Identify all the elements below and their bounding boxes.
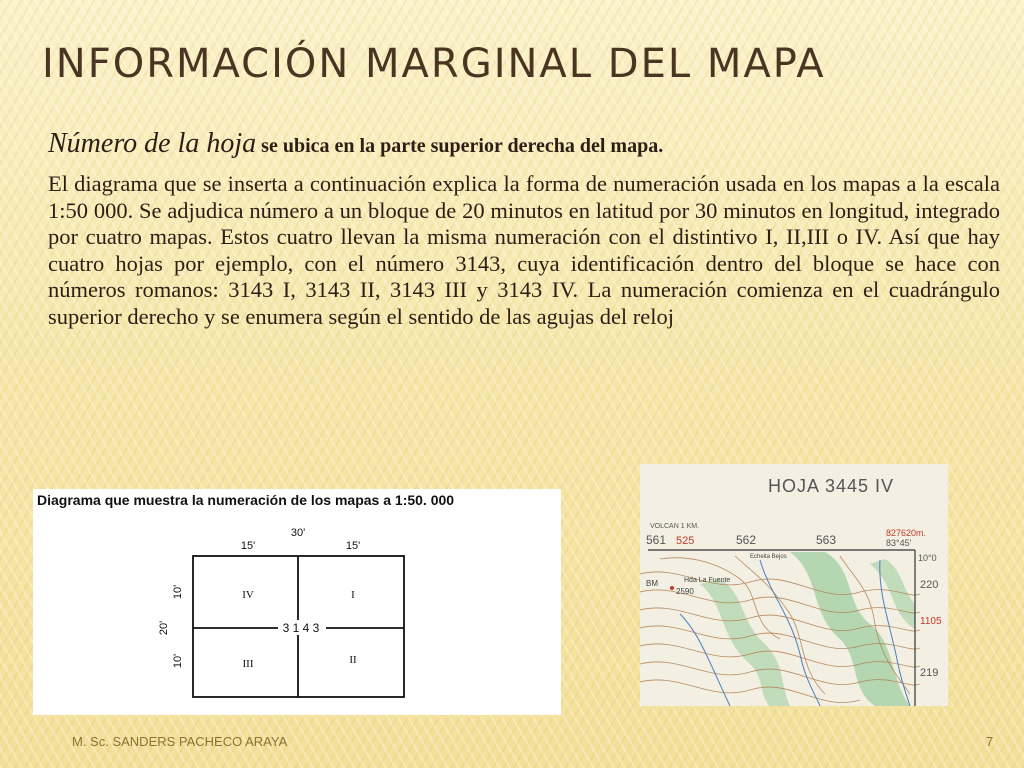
- quadrant-iii: III: [242, 658, 254, 670]
- label-top-total: 30': [290, 527, 306, 539]
- volcano-label: VOLCAN 1 KM.: [650, 523, 700, 530]
- sheet-number-label: HOJA 3445 IV: [768, 476, 895, 496]
- coord-minutes: 83°45': [886, 538, 912, 548]
- benchmark-marker: [670, 586, 674, 590]
- block-number: 3 1 4 3: [282, 621, 320, 635]
- numbering-diagram: [33, 489, 561, 715]
- subtitle-emphasis: Número de la hoja: [48, 128, 257, 159]
- place-echeita: Echeita Bejos: [750, 554, 787, 560]
- subtitle-rest: se ubica en la parte superior derecha del mapa.: [256, 135, 664, 157]
- coord-east: 827620m.: [886, 528, 927, 538]
- grid-561: 561: [646, 533, 667, 547]
- grid-220: 220: [920, 579, 939, 591]
- elevation-label: 2590: [676, 587, 694, 596]
- quadrant-ii: II: [349, 654, 357, 666]
- corner-latitude: 10°0: [918, 553, 937, 563]
- quadrant-i: I: [351, 589, 355, 601]
- topographic-map-excerpt: [640, 464, 948, 706]
- benchmark-label: BM: [646, 579, 658, 588]
- place-hda-la-fuente: Hda La Fuente: [684, 577, 731, 584]
- label-top-left: 15': [240, 540, 256, 552]
- footer-page-number: 7: [986, 734, 994, 749]
- grid-219: 219: [920, 667, 939, 679]
- quadrant-iv: IV: [242, 589, 254, 601]
- slide-title: INFORMACIÓN MARGINAL DEL MAPA: [42, 41, 826, 87]
- label-top-right: 15': [345, 540, 361, 552]
- body-paragraph: El diagrama que se inserta a continuación explica la forma de numeración usada en los mapas a la escala 1:50 000. Se adjudica número a un bloque de 20 minutos en latitud por 30 minutos en longitud, integrado por cuatro mapas. Estos cuatro llevan la misma numeración con el distintivo I, II,III o IV. Así que hay cuatro hojas por ejemplo, con el número 3143, cuya identificación dentro del bloque se hace con números romanos: 3143 I, 3143 II, 3143 III y 3143 IV. La numeración comienza en el cuadrángulo superior derecho y se enumera según el sentido de las agujas del reloj: [48, 171, 1000, 329]
- footer-author: M. Sc. SANDERS PACHECO ARAYA: [72, 734, 288, 749]
- subtitle-line: [48, 128, 978, 160]
- grid-562: 562: [736, 533, 757, 547]
- diagram-caption: Diagrama que muestra la numeración de los mapas a 1:50. 000: [37, 492, 455, 508]
- label-left-bottom: 10': [172, 653, 184, 669]
- grid-563: 563: [816, 533, 837, 547]
- label-left-top: 10': [172, 584, 184, 600]
- label-left-total: 20': [158, 620, 170, 636]
- grid-1105: 1105: [920, 616, 942, 627]
- grid-525: 525: [676, 535, 695, 547]
